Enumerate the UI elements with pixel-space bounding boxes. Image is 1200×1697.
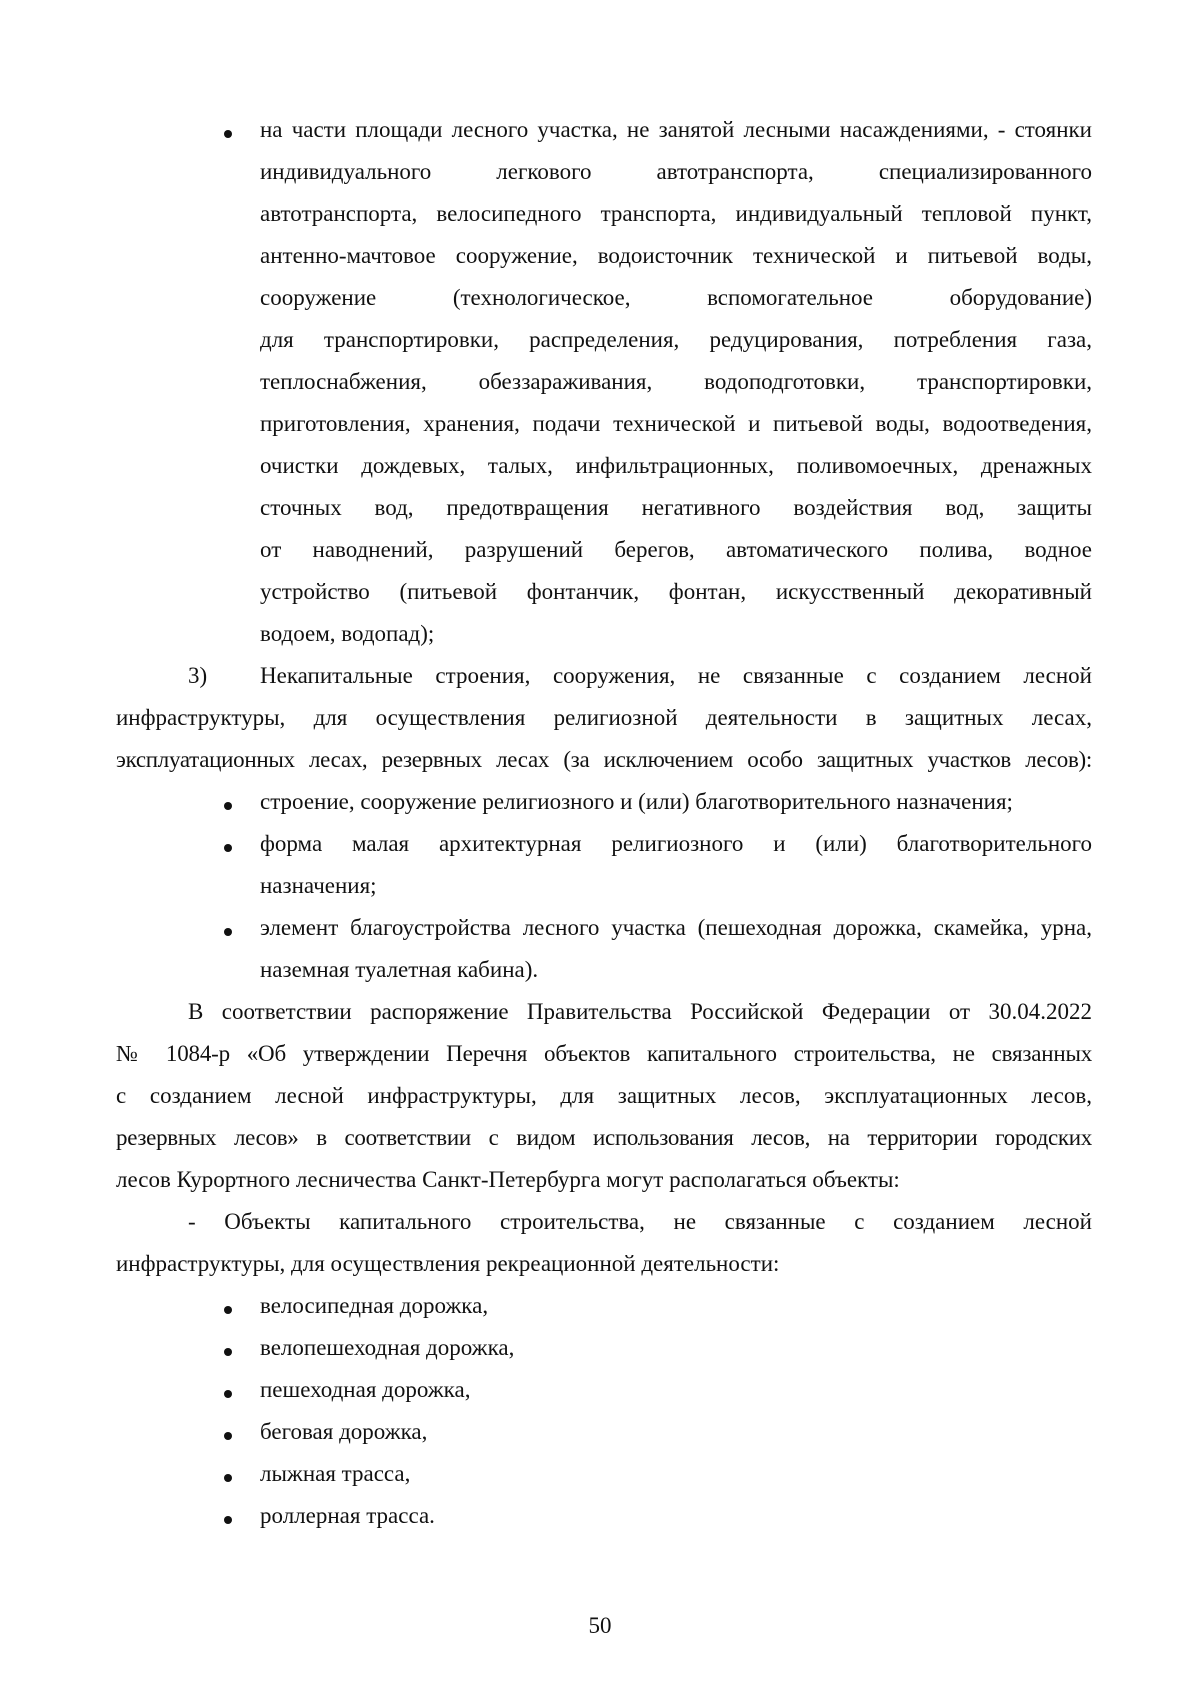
bullet-icon bbox=[224, 928, 232, 936]
bullet-a-line: на части площади лесного участка, не занятой лесными насаждениями, - стоянки bbox=[260, 117, 1092, 142]
bullet-a-line: от наводнений, разрушений берегов, автоматического полива, водное bbox=[260, 537, 1092, 562]
bullet-a-line: автотранспорта, велосипедного транспорта, индивидуальный тепловой пункт, bbox=[260, 201, 1092, 226]
bullet-icon bbox=[224, 1432, 232, 1440]
list-item: велопешеходная дорожка, bbox=[260, 1335, 515, 1360]
item3-bullet-line: назначения; bbox=[260, 873, 377, 898]
bullet-a-line: антенно-мачтовое сооружение, водоисточник технической и питьевой воды, bbox=[260, 243, 1092, 268]
list-item: роллерная трасса. bbox=[260, 1503, 435, 1528]
paragraph-line: лесов Курортного лесничества Санкт-Петербурга могут располагаться объекты: bbox=[116, 1167, 900, 1192]
item3-bullet-line: строение, сооружение религиозного и (или) благотворительного назначения; bbox=[260, 789, 1013, 814]
bullet-icon bbox=[224, 1348, 232, 1356]
bullet-icon bbox=[224, 844, 232, 852]
bullet-icon bbox=[224, 1390, 232, 1398]
bullet-a-line: очистки дождевых, талых, инфильтрационных, поливомоечных, дренажных bbox=[260, 453, 1092, 478]
bullet-icon bbox=[224, 802, 232, 810]
bullet-a-line: сооружение (технологическое, вспомогательное оборудование) bbox=[260, 285, 1092, 310]
item3-line: Некапитальные строения, сооружения, не связанные с созданием лесной bbox=[260, 663, 1092, 688]
list-item: пешеходная дорожка, bbox=[260, 1377, 471, 1402]
dash-line: инфраструктуры, для осуществления рекреационной деятельности: bbox=[116, 1251, 780, 1276]
bullet-a-line: теплоснабжения, обеззараживания, водоподготовки, транспортировки, bbox=[260, 369, 1092, 394]
bullet-icon bbox=[224, 1516, 232, 1524]
item3-bullet-line: наземная туалетная кабина). bbox=[260, 957, 539, 982]
paragraph-line: В соответствии распоряжение Правительства Российской Федерации от 30.04.2022 bbox=[188, 999, 1092, 1024]
item3-bullet-line: элемент благоустройства лесного участка (пешеходная дорожка, скамейка, урна, bbox=[260, 915, 1092, 940]
bullet-a-line: устройство (питьевой фонтанчик, фонтан, искусственный декоративный bbox=[260, 579, 1092, 604]
bullet-icon bbox=[224, 130, 232, 138]
list-item: лыжная трасса, bbox=[260, 1461, 411, 1486]
paragraph-line: № 1084-р «Об утверждении Перечня объектов капитального строительства, не связанных bbox=[116, 1041, 1092, 1066]
item3-line: эксплуатационных лесах, резервных лесах (за исключением особо защитных участков лесов): bbox=[116, 747, 1092, 772]
bullet-a-line: индивидуального легкового автотранспорта, специализированного bbox=[260, 159, 1092, 184]
item3-line: инфраструктуры, для осуществления религиозной деятельности в защитных лесах, bbox=[116, 705, 1092, 730]
bullet-icon bbox=[224, 1306, 232, 1314]
bullet-a-line: сточных вод, предотвращения негативного воздействия вод, защиты bbox=[260, 495, 1092, 520]
paragraph-line: с созданием лесной инфраструктуры, для защитных лесов, эксплуатационных лесов, bbox=[116, 1083, 1092, 1108]
item-number: 3) bbox=[188, 663, 208, 688]
dash-line: - Объекты капитального строительства, не связанные с созданием лесной bbox=[188, 1209, 1092, 1234]
page-number: 50 bbox=[588, 1613, 612, 1638]
bullet-a-line: водоем, водопад); bbox=[260, 621, 435, 646]
item3-bullet-line: форма малая архитектурная религиозного и (или) благотворительного bbox=[260, 831, 1092, 856]
list-item: велосипедная дорожка, bbox=[260, 1293, 489, 1318]
paragraph-line: резервных лесов» в соответствии с видом использования лесов, на территории городских bbox=[116, 1125, 1092, 1150]
list-item: беговая дорожка, bbox=[260, 1419, 428, 1444]
bullet-a-line: приготовления, хранения, подачи технической и питьевой воды, водоотведения, bbox=[260, 411, 1092, 436]
bullet-icon bbox=[224, 1474, 232, 1482]
bullet-a-line: для транспортировки, распределения, редуцирования, потребления газа, bbox=[260, 327, 1092, 352]
